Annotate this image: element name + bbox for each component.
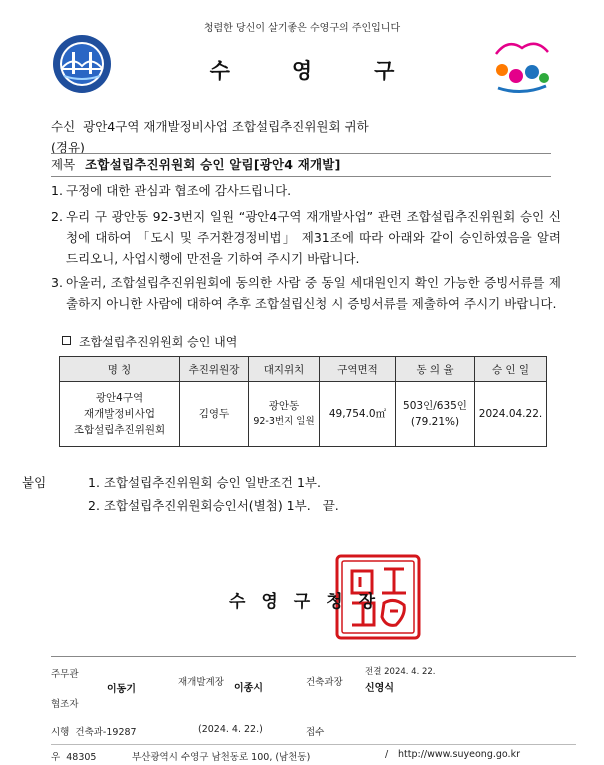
attachment-item-2	[88, 496, 339, 514]
cell-date: 2024.04.22.	[475, 382, 547, 447]
postal-line	[51, 749, 96, 763]
header-name: 명 칭	[60, 357, 180, 382]
director-name: 신영식	[365, 683, 394, 694]
website-link[interactable]: http://www.suyeong.go.kr	[398, 749, 520, 760]
table-row	[60, 382, 547, 447]
postal-code: 48305	[66, 752, 97, 763]
end-mark: 끝.	[322, 498, 339, 513]
attachment-item-1: 1. 조합설립추진위원회 승인 일반조건 1부.	[88, 475, 321, 490]
header-area: 구역면적	[320, 357, 396, 382]
cooperator-label: 협조자	[51, 699, 79, 710]
address-divider-slash: /	[385, 749, 389, 760]
location-line: 92-3번지 일원	[253, 416, 315, 427]
consent-line: 503인/635인	[403, 400, 467, 412]
officer-name: 이동기	[107, 684, 136, 695]
name-line: 재개발정비사업	[83, 408, 155, 420]
postal-label: 우	[51, 752, 61, 763]
cell-consent	[396, 382, 475, 447]
header-slogan: 청렴한 당신이 살기좋은 수영구의 주인입니다	[203, 23, 401, 34]
receipt-label: 접수	[306, 727, 325, 738]
team-leader-name: 이종시	[234, 683, 263, 694]
enforcement-date: (2024. 4. 22.)	[198, 724, 263, 735]
officer-label: 주무관	[51, 669, 79, 680]
paragraph-number: 3.	[51, 275, 63, 290]
section-title: 조합설립추진위원회 승인 내역	[79, 335, 238, 349]
decision-note: 전결 2024. 4. 22.	[365, 667, 436, 677]
subject-line	[51, 153, 551, 177]
subject-value: 조합설립추진위원회 승인 알림[광안4 재개발]	[85, 157, 341, 172]
location-line: 광안동	[268, 400, 300, 412]
table-header-row	[60, 357, 547, 382]
header-date: 승 인 일	[475, 357, 547, 382]
subject-label: 제목	[51, 157, 76, 172]
consent-line: (79.21%)	[410, 416, 460, 428]
attachment-label: 붙임	[22, 475, 47, 490]
paragraph-text: 우리 구 광안동 92-3번지 일원 “광안4구역 재개발사업” 관련 조합설립추진위원회 승인 신청에 대하여 「도시 및 주거환경정비법」 제31조에 따라 아래와 같이 승인하였음을 알려 드리오니, 사업시행에 만전을 기하여 주시기 바랍니다.	[66, 209, 561, 266]
cell-area: 49,754.0㎡	[320, 382, 396, 447]
enforcement-label: 시행	[51, 727, 70, 738]
happy-suyeong-brand-logo	[488, 32, 556, 100]
paragraph-1	[51, 180, 561, 201]
enforcement-line	[51, 724, 137, 738]
paragraph-3	[51, 272, 561, 314]
receiver-label: 수신	[51, 119, 76, 134]
section-heading	[62, 333, 237, 350]
receiver-value: 광안4구역 재개발정비사업 조합설립추진위원회 귀하	[83, 119, 369, 134]
team-leader-label: 재개발계장	[178, 677, 224, 688]
enforcement-number: 건축과-19287	[75, 727, 137, 738]
director-label: 건축과장	[306, 677, 343, 688]
header-location: 대지위치	[249, 357, 320, 382]
address-text: 부산광역시 수영구 남천동로 100, (남천동)	[132, 752, 311, 763]
name-line: 조합설립추진위원회	[73, 424, 166, 436]
via-line: (경유)	[51, 140, 85, 155]
sender-name: 수영구청장	[228, 592, 392, 612]
address-divider	[51, 744, 576, 745]
paragraph-text: 구정에 대한 관심과 협조에 감사드립니다.	[66, 183, 292, 198]
square-bullet-icon	[62, 336, 71, 345]
paragraph-text: 아울러, 조합설립추진위원회에 동의한 사람 중 동일 세대원인지 확인 가능한 증빙서류를 제출하지 아니한 사람에 대하여 추후 조합설립신청 시 증빙서류를 제출하여 주시기 바랍니다.	[66, 275, 561, 311]
name-line: 광안4구역	[95, 392, 144, 404]
paragraph-number: 2.	[51, 209, 63, 224]
attachment-item-2-text: 2. 조합설립추진위원회승인서(별첨) 1부.	[88, 498, 311, 513]
header-consent: 동 의 율	[396, 357, 475, 382]
paragraph-number: 1.	[51, 183, 63, 198]
org-title: 수영구	[209, 59, 457, 83]
cell-chair: 김영두	[180, 382, 249, 447]
cell-name	[60, 382, 180, 447]
cell-location	[249, 382, 320, 447]
header-chair: 추진위원장	[180, 357, 249, 382]
receiver-line	[51, 117, 369, 135]
footer-divider	[51, 656, 576, 657]
approval-table	[59, 356, 547, 447]
paragraph-2	[51, 206, 561, 269]
